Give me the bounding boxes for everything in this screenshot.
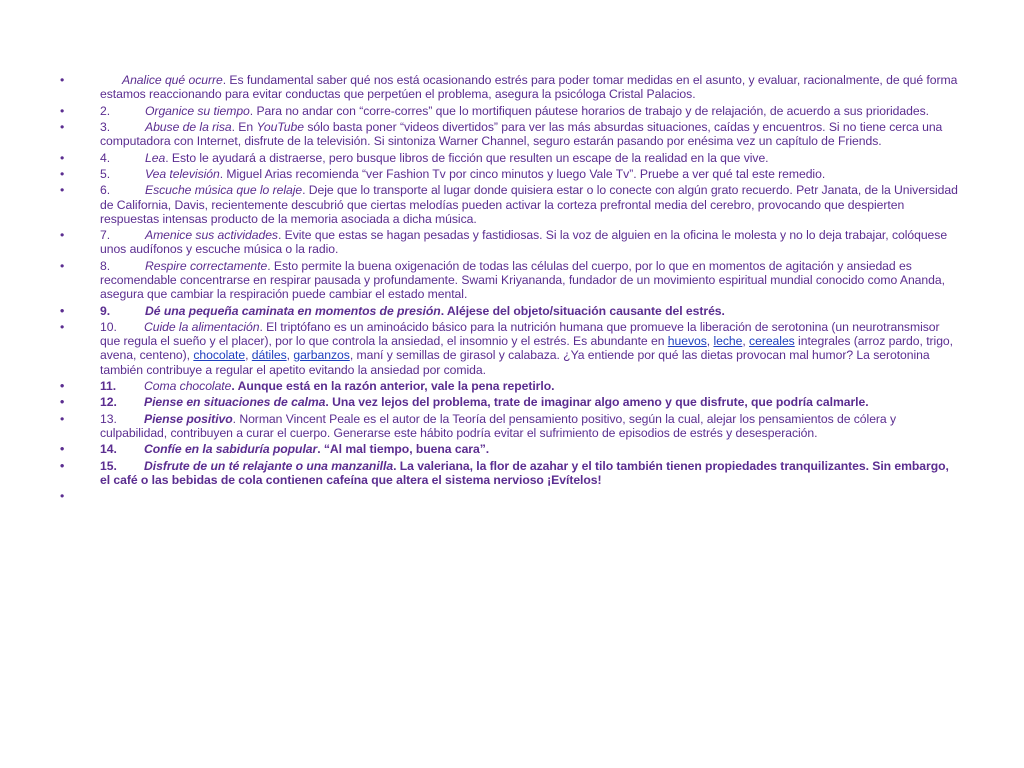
item-body: . Esto permite la buena oxigenación de todas las células del cuerpo, por lo que en momentos de agitación y ansiedad es recomendable concentrarse en respirar pausada y profundamente. Swami Kriyananda, fundador de un movimiento espiritual mundial conocido como Ananda, asegura que cambiar la respiración puede cambiar el estado mental. — [100, 258, 945, 302]
item-title: Dé una pequeña caminata en momentos de presión — [145, 303, 441, 318]
list-item-6 — [60, 183, 960, 226]
list-item-7 — [60, 228, 960, 256]
list-item-11 — [60, 379, 960, 393]
bullet-icon: • — [60, 166, 65, 181]
bullet-icon: • — [60, 103, 65, 118]
item-number: 13. — [100, 411, 117, 426]
item-title: Piense en situaciones de calma — [144, 395, 326, 410]
bullet-icon: • — [60, 319, 65, 334]
list-item-13 — [60, 412, 960, 440]
link-chocolate[interactable]: chocolate — [193, 348, 246, 363]
item-body: . Norman Vincent Peale es el autor de la Teoría del pensamiento positivo, según la cual, alejar los pensamientos de cólera y culpabilidad, contribuyen a curar el cuerpo. Generarse este hábito podría evitar el sufrimiento de episodios de estrés y desesperación. — [100, 411, 897, 440]
list-item-15 — [60, 459, 960, 487]
list-item-4 — [60, 151, 960, 165]
list-item-10: • 10. Cuide la alimentación. El triptófano es un aminoácido básico para la nutrición humana que promueve la liberación de serotonina (un neurotransmisor que regula el sueño y el placer), por lo que controla la ansiedad, el insomnio y el estrés. Es abundante en huevos, leche, cereales integrales (arroz pardo, trigo, avena, centeno), chocolate, dátiles, garbanzos, maní y semillas de girasol y calabaza. ¿Ya entiende por qué las dietas provocan mal humor? La serotonina también contribuye a regular el apetito evitando la ansiedad por comida. — [60, 319, 953, 377]
list-item-empty — [60, 489, 960, 503]
item-body-end: , maní y semillas de girasol y calabaza. ¿Ya entiende por qué las dietas provocan mal humor? La serotonina también contribuye a regular el apetito evitando la ansiedad por comida. — [100, 348, 930, 377]
item-body: . En — [231, 119, 257, 134]
item-body: . Aléjese del objeto/situación causante del estrés. — [440, 303, 725, 318]
list-item-9 — [60, 304, 960, 318]
bullet-icon: • — [60, 442, 65, 457]
item-number: 2. — [100, 103, 111, 118]
item-body: . Deje que lo transporte al lugar donde quisiera estar o lo conecte con algún grato recuerdo. Petr Janata, de la Universidad de California, Davis, recientemente descubrió que ciertas melodías pueden activar la corteza prefrontal media del cerebro, provocando que despierten respuestas intensas producto de la memoria asociada a dicha música. — [100, 183, 958, 226]
bullet-icon: • — [60, 258, 65, 273]
item-number: 11. — [100, 378, 117, 393]
item-number: 14. — [100, 442, 117, 457]
list-item-2 — [60, 104, 960, 118]
bullet-icon: • — [60, 489, 65, 504]
list-item-5 — [60, 167, 960, 181]
bullet-list — [60, 73, 960, 506]
item-title: Analice qué ocurre — [122, 73, 223, 87]
item-body-cont: integrales (arroz pardo, trigo, avena, centeno), — [100, 334, 953, 363]
link-cereales[interactable]: cereales — [749, 334, 795, 349]
bullet-icon: • — [60, 228, 65, 243]
item-body: . Evite que estas se hagan pesadas y fastidiosas. Si la voz de alguien en la oficina le molesta y no lo deja trabajar, colóquese unos audífonos y escuche música o la radio. — [100, 228, 948, 257]
bullet-icon: • — [60, 150, 65, 165]
item-body: . Miguel Arias recomienda “ver Fashion Tv por cinco minutos y luego Vale Tv”. Pruebe a ver qué tal este remedio. — [219, 166, 826, 181]
item-number: 10. — [100, 319, 117, 334]
item-body: . Una vez lejos del problema, trate de imaginar algo ameno y que disfrute, que podría calmarle. — [325, 395, 869, 410]
item-number: 15. — [100, 458, 117, 473]
item-body: . El triptófano es un aminoácido básico para la nutrición humana que promueve la liberación de serotonina (un neurotransmisor que regula el sueño y el placer), por lo que controla la ansiedad, el insomnio y el estrés. Es abundante en — [100, 319, 940, 349]
bullet-icon: • — [60, 73, 65, 87]
item-title: Piense positivo — [144, 411, 233, 426]
item-title: Amenice sus actividades — [145, 228, 278, 243]
item-number: 6. — [100, 183, 111, 198]
list-item-12 — [60, 395, 960, 409]
item-title: Confíe en la sabiduría popular — [144, 442, 318, 457]
bullet-icon: • — [60, 183, 65, 198]
item-body: . Para no andar con “corre-corres” que lo mortifiquen páutese horarios de trabajo y de relajación, de acuerdo a sus prioridades. — [249, 103, 929, 118]
item-number: 12. — [100, 395, 117, 410]
bullet-icon: • — [60, 395, 65, 410]
link-huevos[interactable]: huevos — [667, 334, 707, 349]
list-item-8 — [60, 259, 960, 302]
item-body: . Esto le ayudará a distraerse, pero busque libros de ficción que resulten un escape de la realidad en la que vive. — [165, 150, 769, 165]
item-body: . Es fundamental saber qué nos está ocasionando estrés para poder tomar medidas en el asunto, y evaluar, racionalmente, de qué forma estamos reaccionando para evitar conductas que perpetúen el problema, asegura la psicóloga Cristal Palacios. — [100, 73, 958, 102]
list-item-14 — [60, 442, 960, 456]
item-number: 4. — [100, 150, 111, 165]
item-number: 7. — [100, 228, 111, 243]
item-body: . La valeriana, la flor de azahar y el tilo también tienen propiedades tranquilizantes. Sin embargo, el café o las bebidas de cola contienen cafeína que altera el sistema nervioso ¡Evítelos! — [100, 458, 949, 487]
bullet-icon: • — [60, 303, 65, 318]
list-item-1 — [60, 73, 960, 101]
item-title: Vea televisión — [145, 166, 220, 181]
item-title: Respire correctamente — [145, 258, 268, 273]
item-body: . “Al mal tiempo, buena cara”. — [317, 442, 490, 457]
item-title: Disfrute de un té relajante o una manzanilla — [144, 458, 394, 473]
item-title: Organice su tiempo — [145, 103, 250, 118]
item-number: 3. — [100, 119, 111, 134]
list-item-3 — [60, 120, 960, 148]
bullet-icon: • — [60, 378, 65, 393]
item-body: . Aunque está en la razón anterior, vale la pena repetirlo. — [231, 378, 555, 393]
youtube-text: YouTube — [256, 119, 304, 134]
item-number: 8. — [100, 258, 111, 273]
item-title: Abuse de la risa — [145, 119, 232, 134]
item-title: Cuide la alimentación — [144, 319, 260, 334]
item-title: Coma chocolate — [144, 378, 232, 393]
bullet-icon: • — [60, 411, 65, 426]
item-title: Lea — [145, 150, 166, 165]
item-number: 9. — [100, 303, 111, 318]
bullet-icon: • — [60, 119, 65, 134]
item-title: Escuche música que lo relaje — [145, 183, 303, 198]
link-datiles[interactable]: dátiles — [251, 348, 287, 363]
item-body-cont: sólo basta poner “videos divertidos” para ver las más absurdas situaciones, caídas y encuentros. Si no tiene cerca una computadora con Internet, disfrute de la televisión. Si sintoniza Warner Channel, seguro estarán pasando por enésima vez un capítulo de Friends. — [100, 119, 943, 149]
link-leche[interactable]: leche — [713, 334, 743, 349]
item-number: 5. — [100, 166, 111, 181]
link-garbanzos[interactable]: garbanzos — [293, 348, 350, 363]
bullet-icon: • — [60, 458, 65, 473]
